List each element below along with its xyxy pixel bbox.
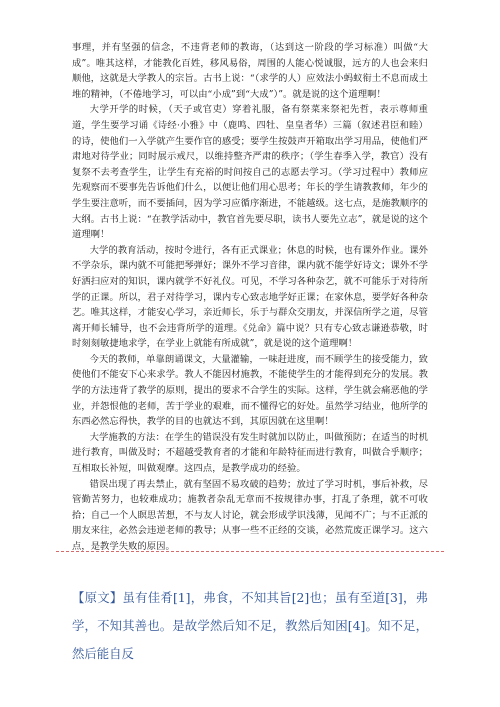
paragraph-5: 大学施教的方法：在学生的错误没有发生时就加以防止，叫做预防；在适当的时机进行教育，叫做及时；不超越受教育者的才能和年龄特征而进行教育，叫做合乎顺序；互相取长补短，叫做观摩。这四点，是教学成功的经验。 bbox=[72, 431, 428, 475]
paragraph-6: 错误出现了再去禁止，就有坚固不易攻破的趋势；放过了学习时机，事后补救，尽管勤苦努力，也较难成功；施教者杂乱无章而不按规律办事，打乱了条理，就不可收拾；自己一个人瞑思苦想，不与友人讨论，就会形成学识浅薄，见闻不广；与不正派的朋友来往，必然会违逆老师的教导；从事一些不正经的交谈，必然荒废正课学习。这六点，是教学失败的原因。 bbox=[72, 478, 428, 552]
original-text-section bbox=[72, 584, 428, 668]
translation-text bbox=[72, 40, 428, 555]
paragraph-1: 事理，并有坚强的信念，不违背老师的教诲，（达到这一阶段的学习标准）叫做“大成”。唯其这样，才能教化百姓，移风易俗，周围的人能心悦诚服，远方的人也会来归顺他，这就是大学教人的宗旨。古书上说：“（求学的人）应效法小蚂蚁衔土不息而成土堆的精神，（不倦地学习，可以由“小成”到“大成”）”。就是说的这个道理啊！ bbox=[72, 42, 428, 100]
paragraph-3: 大学的教育活动，按时令进行，各有正式课业；休息的时候，也有课外作业。课外不学杂乐，课内就不可能把琴弹好；课外不学习音律，课内就不能学好诗文；课外不学好洒扫应对的知识，课内就学不好礼仪。可见，不学习各种杂艺，就不可能乐于对待所学的正课。所以，君子对待学习，课内专心致志地学好正课；在家休息，要学好各种杂艺。唯其这样，才能安心学习，亲近师长，乐于与群众交朋友，并深信所学之道，尽管离开师长辅导，也不会违背所学的道理。《兑命》篇中说？只有专心致志谦逊恭敬，时时刻刻敏捷地求学，在学业上就能有所成就”，就是说的这个道理啊！ bbox=[72, 244, 428, 350]
original-tag: 【原文】 bbox=[72, 590, 123, 605]
section-divider bbox=[56, 551, 444, 552]
paragraph-4: 今天的教师，单靠朗诵课文，大量灌输，一味赶进度，而不顾学生的接受能力，致使他们不能安下心来求学。教人不能因材施教，不能使学生的才能得到充分的发展。教学的方法违背了教学的原则，提出的要求不合学生的实际。这样，学生就会痛恶他的学业，并怨恨他的老师，苦于学业的艰难，而不懂得它的好处。虽然学习结业，他所学的东西必然忘得快，教学的目的也就达不到，其原因就在这里啊！ bbox=[72, 353, 428, 428]
original-text: 虽有佳肴[1]，弗食，不知其旨[2]也；虽有至道[3]，弗学，不知其善也。是故学然后知不足，教然后知困[4]。知不足，然后能自反 bbox=[72, 590, 429, 661]
paragraph-2: 大学开学的时候，（天子或官吏）穿着礼服，备有祭菜来祭祀先哲，表示尊师重道，学生要学习诵《诗经·小雅》中（鹿鸣、四牡、皇皇者华）三篇（叙述君臣和睦）的诗，使他们一入学就产生要作官的感受；要学生按鼓声开箱取出学习用品，使他们严肃地对待学业；同时展示戒尺，以维持整齐严肃的秩序；（学生春季入学，教官）没有复祭不去考查学生，让学生有充裕的时间按自己的志愿去学习。（学习过程中）教师应先观察而不要事先告诉他们什么，以便让他们用心思考；年长的学生请教教师，年少的学生要注意听，而不要插问，因为学习应循序渐进，不能越级。这七点，是施教顺序的大纲。古书上说：“在教学活动中，教官首先要尽职，读书人要先立志”，就是说的这个道理啊！ bbox=[72, 104, 428, 241]
